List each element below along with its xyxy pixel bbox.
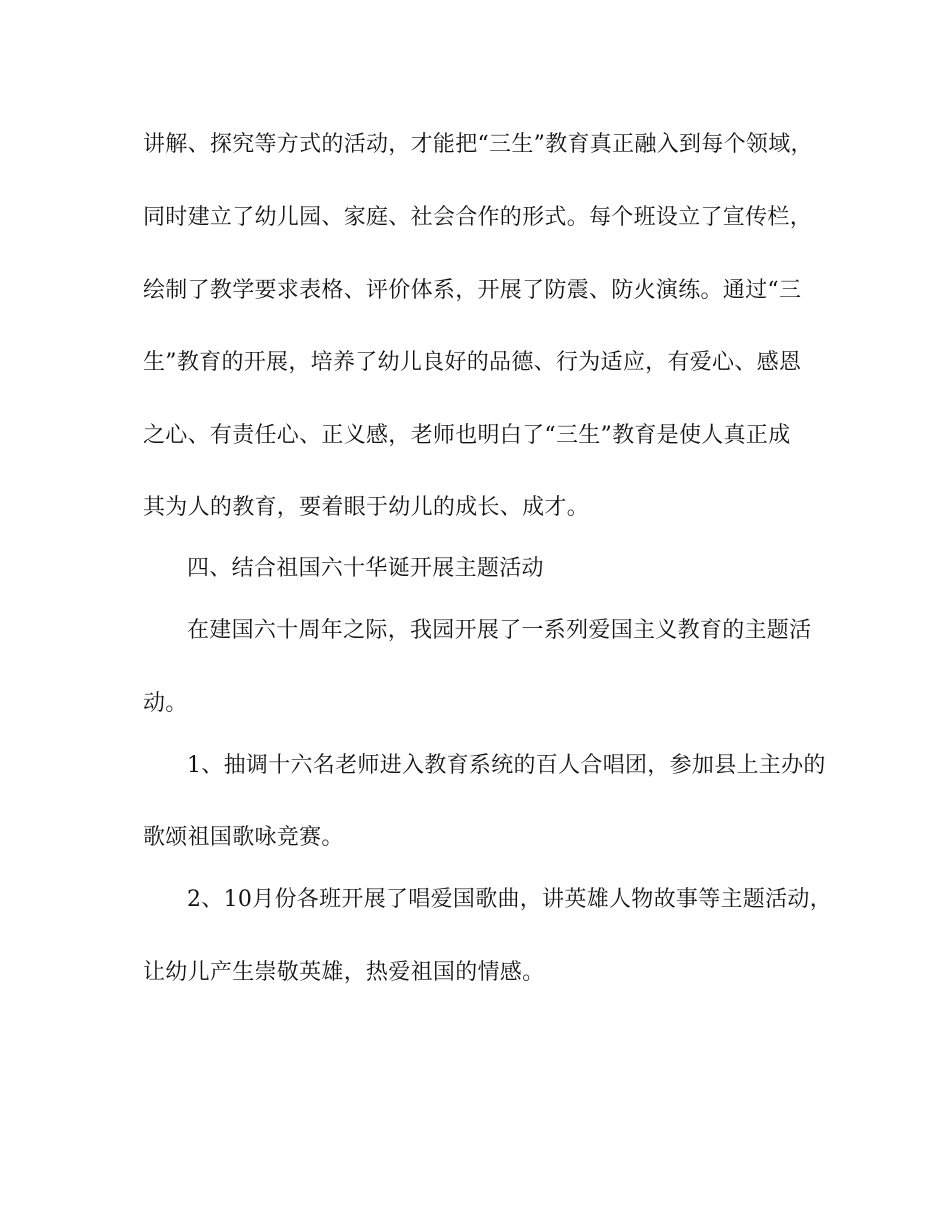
paragraph-line-1: 讲解、探究等方式的活动，才能把“三生”教育真正融入到每个领域， [143, 132, 813, 157]
paragraph-line-3: 绘制了教学要求表格、评价体系，开展了防震、防火演练。通过“三 [143, 278, 802, 303]
list-item-2-line-2: 让幼儿产生崇敬英雄，热爱祖国的情感。 [143, 960, 545, 985]
paragraph-line-5: 之心、有责任心、正义感，老师也明白了“三生”教育是使人真正成 [143, 423, 791, 448]
paragraph-line-7: 在建国六十周年之际，我园开展了一系列爱国主义教育的主题活 [187, 618, 812, 643]
list-item-1-line-1: 1、抽调十六名老师进入教育系统的百人合唱团，参加县上主办的 [187, 753, 826, 778]
list-item-2-line-1: 2、10月份各班开展了唱爱国歌曲，讲英雄人物故事等主题活动， [187, 887, 832, 912]
paragraph-line-8: 动。 [143, 691, 188, 716]
section-heading: 四、结合祖国六十华诞开展主题活动 [187, 556, 544, 581]
list-item-1-line-2: 歌颂祖国歌咏竞赛。 [143, 825, 344, 850]
paragraph-line-6: 其为人的教育，要着眼于幼儿的成长、成才。 [143, 495, 590, 520]
paragraph-line-2: 同时建立了幼儿园、家庭、社会合作的形式。每个班设立了宣传栏， [143, 205, 813, 230]
paragraph-line-4: 生”教育的开展，培养了幼儿良好的品德、行为适应，有爱心、感恩 [143, 350, 802, 375]
